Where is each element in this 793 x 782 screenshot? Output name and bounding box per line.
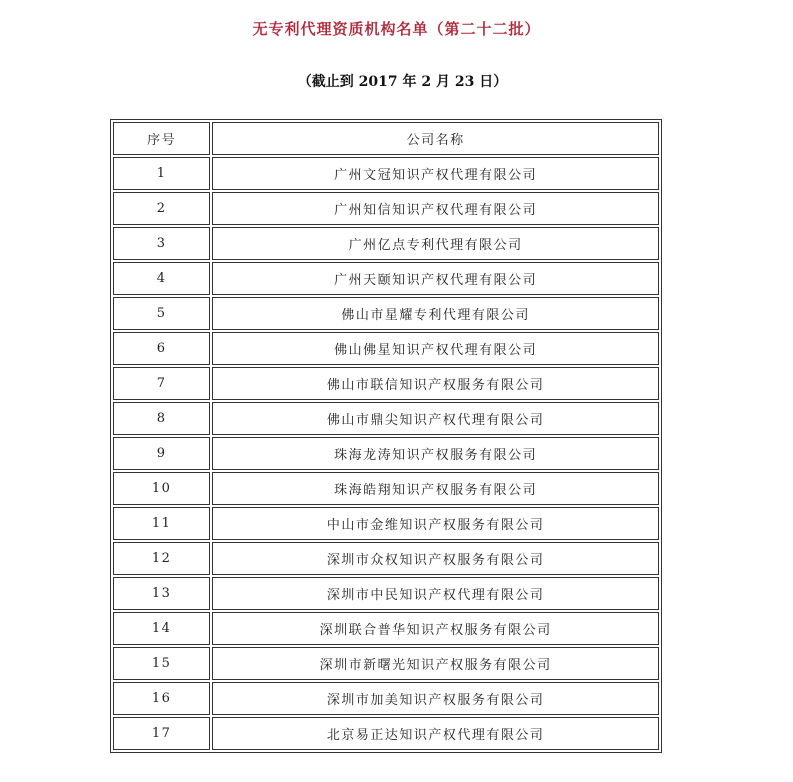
table-row: [113, 647, 659, 680]
row-serial-number: 1: [113, 157, 210, 190]
row-company-name: 深圳市加美知识产权服务有限公司: [212, 682, 659, 715]
table-row: [113, 542, 659, 575]
row-serial-number: 17: [113, 717, 210, 750]
row-serial-number: 4: [113, 262, 210, 295]
table-row: [113, 157, 659, 190]
row-company-name: 广州亿点专利代理有限公司: [212, 227, 659, 260]
row-company-name: 佛山佛星知识产权代理有限公司: [212, 332, 659, 365]
row-company-name: 佛山市鼎尖知识产权代理有限公司: [212, 402, 659, 435]
row-serial-number: 16: [113, 682, 210, 715]
table-row: [113, 227, 659, 260]
table-row: [113, 262, 659, 295]
row-serial-number: 5: [113, 297, 210, 330]
row-serial-number: 15: [113, 647, 210, 680]
table-row: [113, 507, 659, 540]
row-company-name: 珠海龙涛知识产权服务有限公司: [212, 437, 659, 470]
table-row: [113, 612, 659, 645]
table-row: [113, 682, 659, 715]
table-row: [113, 332, 659, 365]
table-row: [113, 402, 659, 435]
row-company-name: 深圳联合普华知识产权服务有限公司: [212, 612, 659, 645]
table-row: [113, 192, 659, 225]
agency-table-container: [110, 119, 662, 753]
row-serial-number: 9: [113, 437, 210, 470]
row-company-name: 广州天颐知识产权代理有限公司: [212, 262, 659, 295]
row-company-name: 中山市金维知识产权服务有限公司: [212, 507, 659, 540]
row-serial-number: 7: [113, 367, 210, 400]
row-company-name: 广州文冠知识产权代理有限公司: [212, 157, 659, 190]
row-serial-number: 14: [113, 612, 210, 645]
table-row: [113, 577, 659, 610]
row-serial-number: 2: [113, 192, 210, 225]
row-company-name: 深圳市中民知识产权代理有限公司: [212, 577, 659, 610]
row-serial-number: 6: [113, 332, 210, 365]
table-row: [113, 437, 659, 470]
page-subtitle: （截止到 2017 年 2 月 23 日）: [297, 74, 508, 90]
row-serial-number: 13: [113, 577, 210, 610]
row-company-name: 佛山市星耀专利代理有限公司: [212, 297, 659, 330]
header-serial-number: 序号: [113, 122, 210, 155]
table-row: [113, 297, 659, 330]
table-row: [113, 367, 659, 400]
row-serial-number: 10: [113, 472, 210, 505]
row-serial-number: 12: [113, 542, 210, 575]
row-company-name: 佛山市联信知识产权服务有限公司: [212, 367, 659, 400]
row-company-name: 深圳市新曙光知识产权服务有限公司: [212, 647, 659, 680]
row-serial-number: 8: [113, 402, 210, 435]
row-serial-number: 3: [113, 227, 210, 260]
agency-table: [110, 119, 662, 753]
page-title: 无专利代理资质机构名单（第二十二批）: [252, 20, 541, 38]
table-row: [113, 472, 659, 505]
header-company-name: 公司名称: [212, 122, 659, 155]
row-company-name: 珠海皓翔知识产权服务有限公司: [212, 472, 659, 505]
row-company-name: 北京易正达知识产权代理有限公司: [212, 717, 659, 750]
table-row: [113, 717, 659, 750]
row-company-name: 广州知信知识产权代理有限公司: [212, 192, 659, 225]
row-serial-number: 11: [113, 507, 210, 540]
row-company-name: 深圳市众权知识产权服务有限公司: [212, 542, 659, 575]
table-header-row: [113, 122, 659, 155]
